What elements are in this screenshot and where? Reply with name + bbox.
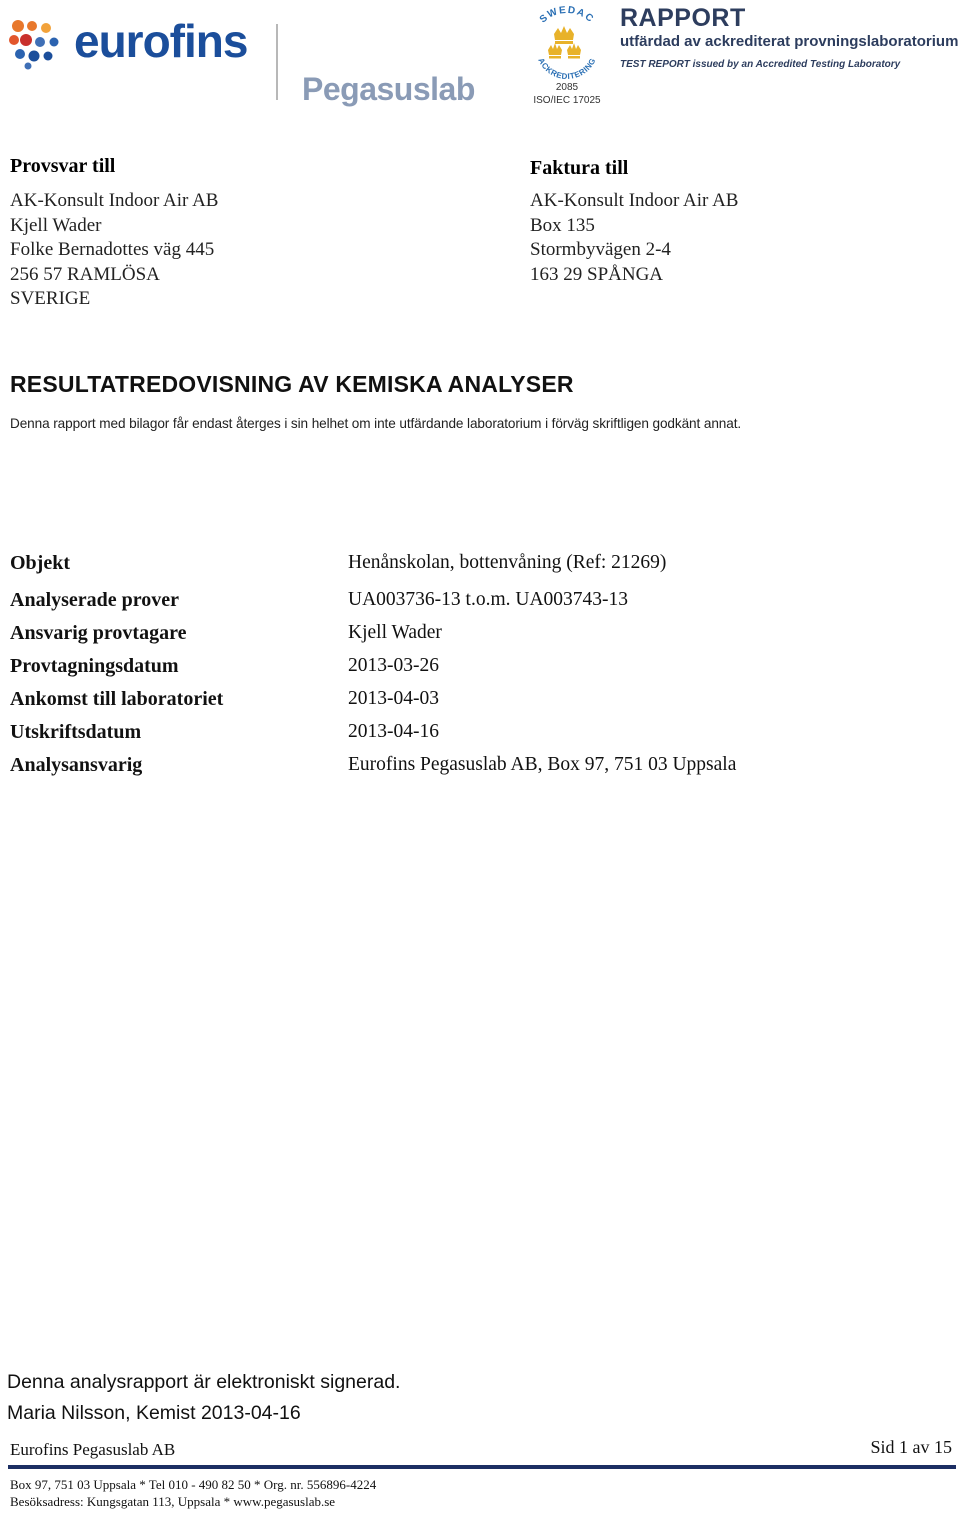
report-subtitle: utfärdad av ackrediterat provningslaboratorium (620, 33, 959, 50)
info-value: Kjell Wader (348, 622, 442, 643)
recipient-line: AK-Konsult Indoor Air AB (10, 190, 219, 211)
eurofins-dots-icon (8, 18, 70, 70)
footer-divider (8, 1465, 956, 1469)
info-label: Ansvarig provtagare (10, 622, 187, 644)
eurofins-logo (8, 14, 268, 74)
info-row-sampling-date (10, 652, 910, 682)
footer-address: Box 97, 751 03 Uppsala * Tel 010 - 490 82 50 * Org. nr. 556896-4224 (10, 1477, 377, 1492)
signature-note: Denna analysrapport är elektroniskt signerad. (7, 1371, 401, 1393)
eurofins-wordmark: eurofins (74, 15, 248, 67)
footer-company: Eurofins Pegasuslab AB (10, 1440, 176, 1459)
pegasuslab-wordmark: Pegasuslab (302, 71, 475, 107)
invoice-heading: Faktura till (530, 157, 629, 179)
seal-bottom-text: ACKREDITERING (536, 56, 598, 82)
invoice-line: AK-Konsult Indoor Air AB (530, 190, 739, 211)
info-row-analyst (10, 751, 910, 781)
disclaimer-text: Denna rapport med bilagor får endast återges i sin helhet om inte utfärdande laboratorium i förväg skriftligen godkänt annat. (10, 416, 742, 431)
invoice-block (530, 156, 738, 287)
info-value: 2013-04-16 (348, 721, 439, 742)
recipient-line: Folke Bernadottes väg 445 (10, 239, 215, 261)
info-label: Analyserade prover (10, 589, 180, 611)
invoice-line: Stormbyvägen 2-4 (530, 239, 671, 261)
svg-text:ACKREDITERING (536, 56, 597, 81)
info-label: Utskriftsdatum (10, 721, 142, 743)
info-label: Objekt (10, 552, 70, 574)
invoice-line: Box 135 (530, 214, 595, 236)
info-row-samples (10, 586, 910, 616)
seal-top-text: SWEDAC (537, 4, 597, 26)
info-value: UA003736-13 t.o.m. UA003743-13 (348, 589, 629, 610)
document-title: RESULTATREDOVISNING AV KEMISKA ANALYSER (10, 371, 574, 397)
info-value: 2013-03-26 (348, 655, 439, 676)
info-row-object (10, 549, 910, 579)
report-title: RAPPORT (620, 4, 746, 32)
info-value: Henånskolan, bottenvåning (Ref: 21269) (348, 552, 667, 573)
recipient-line: SVERIGE (10, 288, 91, 310)
info-row-arrival (10, 685, 910, 715)
seal-standard: ISO/IEC 17025 (533, 95, 601, 106)
info-label: Analysansvarig (10, 754, 143, 776)
info-label: Provtagningsdatum (10, 655, 179, 677)
footer-visiting-address: Besöksadress: Kungsgatan 113, Uppsala * www.pegasuslab.se (10, 1494, 336, 1509)
page-number: Sid 1 av 15 (870, 1437, 952, 1457)
recipient-line: Kjell Wader (10, 214, 102, 236)
recipient-block (10, 154, 218, 312)
logo-divider (276, 24, 278, 100)
invoice-line: 163 29 SPÅNGA (530, 263, 664, 285)
seal-number: 2085 (555, 82, 579, 93)
info-label: Ankomst till laboratoriet (10, 688, 224, 710)
recipient-line: 256 57 RAMLÖSA (10, 263, 160, 285)
info-value: Eurofins Pegasuslab AB, Box 97, 751 03 Uppsala (348, 754, 737, 775)
recipient-heading: Provsvar till (10, 155, 116, 177)
report-subtitle-english: TEST REPORT issued by an Accredited Testing Laboratory (620, 59, 901, 70)
signer-line: Maria Nilsson, Kemist 2013-04-16 (7, 1402, 301, 1424)
svg-text:SWEDAC (538, 5, 596, 26)
info-row-print-date (10, 718, 910, 748)
swedac-seal-icon (524, 2, 610, 108)
info-value: 2013-04-03 (348, 688, 439, 709)
info-row-sampler (10, 619, 910, 649)
